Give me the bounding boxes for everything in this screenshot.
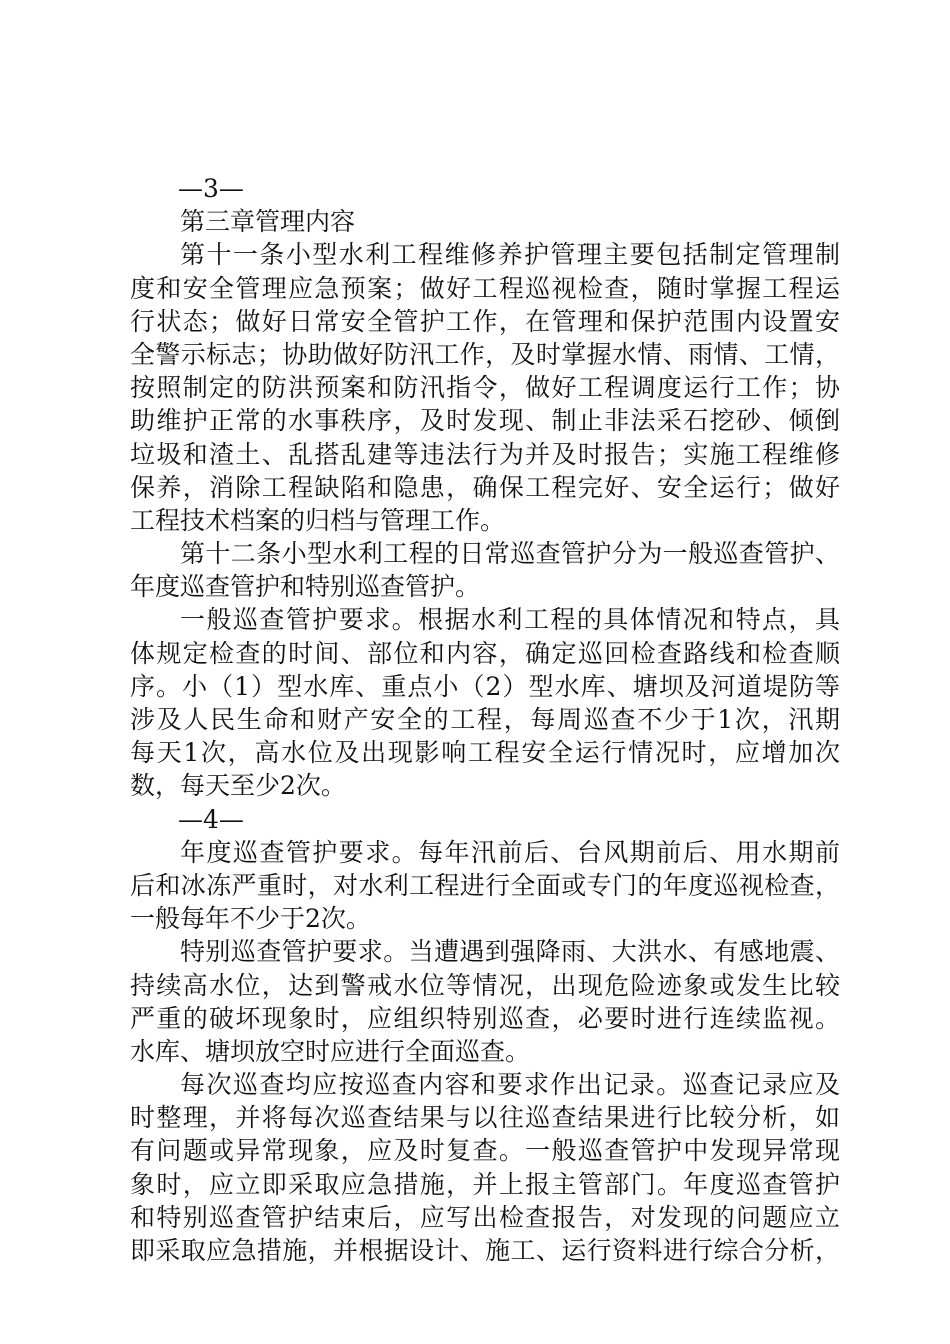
paragraph-line: 行状态；做好日常安全管护工作，在管理和保护范围内设置安 <box>130 306 840 336</box>
paragraph-line: 第十二条小型水利工程的日常巡查管护分为一般巡查管护、 <box>180 539 840 569</box>
paragraph-line: 后和冰冻严重时，对水利工程进行全面或专门的年度巡视检查， <box>130 870 840 900</box>
special-patrol-paragraph <box>130 935 840 1068</box>
paragraph-line: 助维护正常的水事秩序，及时发现、制止非法采石挖砂、倾倒 <box>130 406 840 436</box>
paragraph-line: 按照制定的防洪预案和防汛指令，做好工程调度运行工作；协 <box>130 373 840 403</box>
paragraph-line: 工程技术档案的归档与管理工作。 <box>130 505 506 535</box>
paragraph-line: 即采取应急措施，并根据设计、施工、运行资料进行综合分析， <box>130 1236 840 1265</box>
paragraph-line: 年度巡查管护要求。每年汛前后、台风期前后、用水期前 <box>180 837 840 867</box>
general-patrol-paragraph <box>130 603 840 802</box>
records-paragraph <box>130 1068 840 1267</box>
paragraph-line: 序。小（1）型水库、重点小（2）型水库、塘坝及河道堤防等 <box>130 671 840 701</box>
paragraph-line: 每天1次，高水位及出现影响工程安全运行情况时，应增加次 <box>130 738 840 768</box>
paragraph-line: 严重的破坏现象时，应组织特别巡查，必要时进行连续监视。 <box>130 1003 840 1033</box>
paragraph-line: 特别巡查管护要求。当遭遇到强降雨、大洪水、有感地震、 <box>180 937 840 967</box>
paragraph-line: 年度巡查管护和特别巡查管护。 <box>130 572 481 602</box>
page-number-marker: —4— <box>178 804 244 834</box>
paragraph-line: 保养，消除工程缺陷和隐患，确保工程完好、安全运行；做好 <box>130 472 840 502</box>
article-11-paragraph <box>130 238 840 537</box>
paragraph-line: 每次巡查均应按巡查内容和要求作出记录。巡查记录应及 <box>180 1070 840 1100</box>
paragraph-line: 第十一条小型水利工程维修养护管理主要包括制定管理制 <box>180 240 840 270</box>
paragraph-line: 全警示标志；协助做好防汛工作，及时掌握水情、雨情、工情， <box>130 339 840 369</box>
page-number-marker: —3— <box>178 174 244 203</box>
paragraph-line: 涉及人民生命和财产安全的工程，每周巡查不少于1次，汛期 <box>130 705 840 734</box>
paragraph-line: 一般每年不少于2次。 <box>130 904 371 934</box>
document-page <box>130 172 840 1267</box>
paragraph-line: 垃圾和渣土、乱搭乱建等违法行为并及时报告；实施工程维修 <box>130 439 840 469</box>
paragraph-line: 一般巡查管护要求。根据水利工程的具体情况和特点，具 <box>180 605 840 635</box>
paragraph-line: 数，每天至少2次。 <box>130 771 346 801</box>
paragraph-line: 象时，应立即采取应急措施，并上报主管部门。年度巡查管护 <box>130 1169 840 1199</box>
paragraph-line: 有问题或异常现象，应及时复查。一般巡查管护中发现异常现 <box>130 1136 840 1166</box>
paragraph-line: 体规定检查的时间、部位和内容，确定巡回检查路线和检查顺 <box>130 638 840 668</box>
paragraph-line: 度和安全管理应急预案；做好工程巡视检查，随时掌握工程运 <box>130 273 840 303</box>
annual-patrol-paragraph <box>130 836 840 936</box>
paragraph-line: 时整理，并将每次巡查结果与以往巡查结果进行比较分析，如 <box>130 1103 840 1133</box>
article-12-paragraph <box>130 537 840 603</box>
paragraph-line: 水库、塘坝放空时应进行全面巡查。 <box>130 1036 531 1066</box>
paragraph-line: 持续高水位，达到警戒水位等情况，出现危险迹象或发生比较 <box>130 970 840 1000</box>
chapter-title: 第三章管理内容 <box>180 207 356 237</box>
paragraph-line: 和特别巡查管护结束后，应写出检查报告，对发现的问题应立 <box>130 1202 840 1232</box>
